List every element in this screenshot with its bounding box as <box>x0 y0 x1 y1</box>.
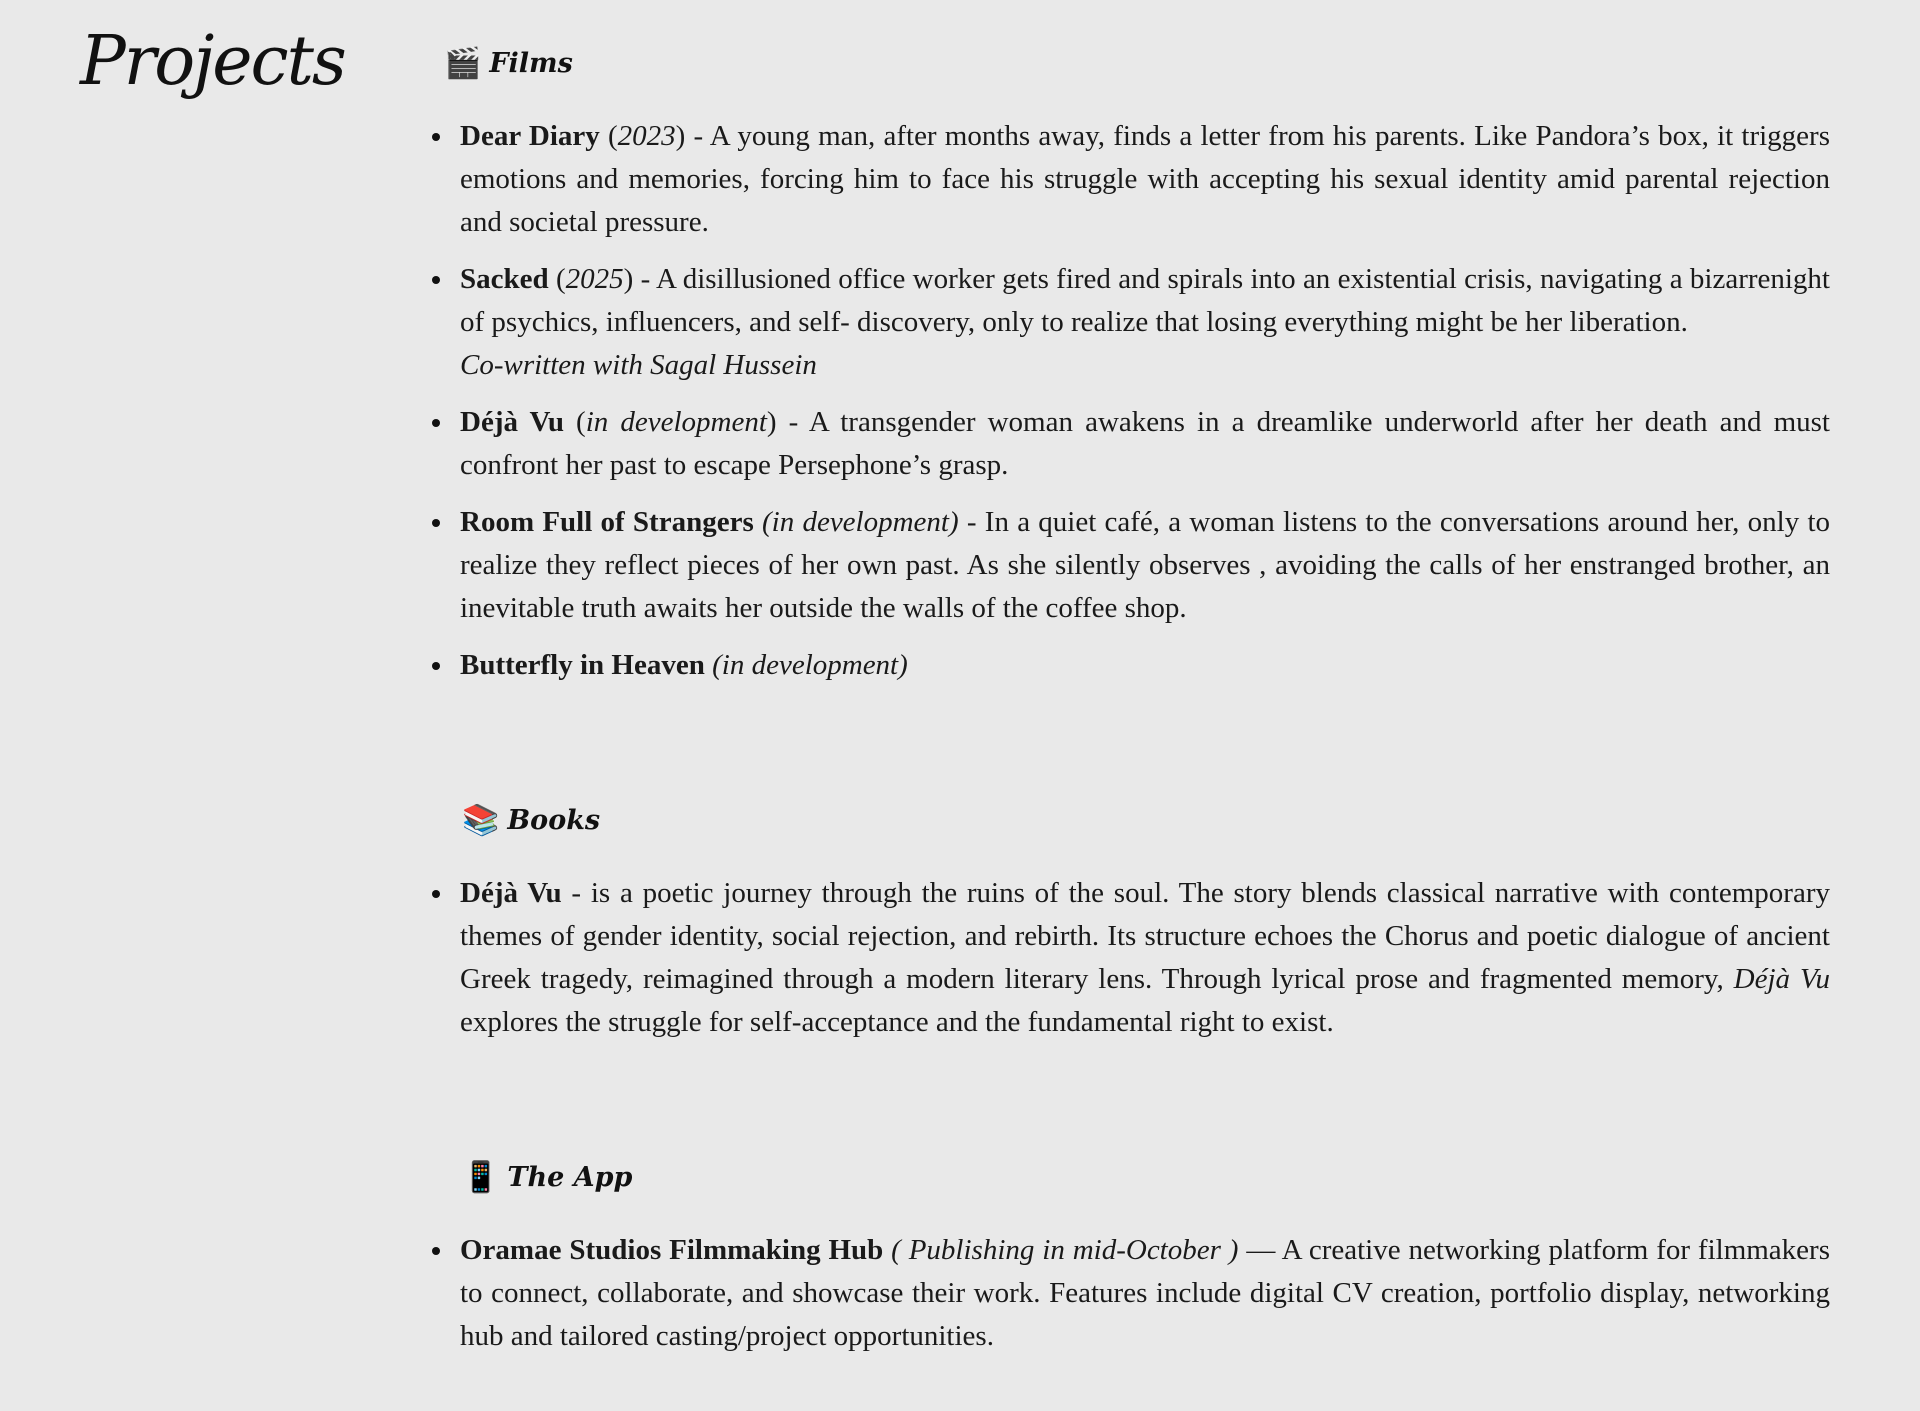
books-heading <box>462 803 600 838</box>
list-item <box>430 501 1830 630</box>
film-title: Room Full of Strangers <box>460 506 754 538</box>
app-heading <box>462 1160 632 1195</box>
clapperboard-icon: 🎬 <box>444 46 482 81</box>
list-item: Dear Diary (2023) - A young man, after months away, finds a letter from his parents. Like Pandora’s box, it triggers emotions and memories, forcing him to face his struggle with accepting his sexual identity amid parental rejection and societal pressure. <box>430 115 1830 244</box>
film-year: 2023 <box>617 120 676 152</box>
books-icon: 📚 <box>462 803 500 838</box>
film-title: Butterfly in Heaven <box>460 649 705 681</box>
film-credit-note: Co-written with Sagal Hussein <box>460 349 817 381</box>
list-item <box>430 872 1830 1044</box>
list-item: Déjà Vu (in development) - A transgender woman awakens in a dreamlike underworld after her death and must confront her past to escape Persephone’s grasp. <box>430 401 1830 487</box>
book-description-end: explores the struggle for self-acceptance and the fundamental right to exist. <box>460 1006 1334 1038</box>
film-description: - A disillusioned office worker gets fired and spirals into an existential crisis, navigating a bizarrenight of psychics, influencers, and self- discovery, only to realize that losing everything might be her liberation. <box>460 263 1830 338</box>
films-heading <box>444 46 573 81</box>
film-status: in development <box>585 406 767 438</box>
list-item: Sacked (2025) - A disillusioned office worker gets fired and spirals into an existential crisis, navigating a bizarrenight of psychics, influencers, and self- discovery, only to realize that losing everything might be her liberation. Co-written with Sagal Hussein <box>430 258 1830 387</box>
page-title: Projects <box>80 22 345 101</box>
list-item <box>430 644 1830 687</box>
films-list <box>430 115 1830 701</box>
list-item <box>430 1229 1830 1358</box>
film-title: Déjà Vu <box>460 406 564 438</box>
mobile-phone-icon: 📱 <box>462 1160 500 1195</box>
film-title: Dear Diary <box>460 120 600 152</box>
app-heading-label: The App <box>507 1162 633 1193</box>
film-status: (in development) <box>704 649 908 681</box>
app-description: — A creative networking platform for filmmakers to connect, collaborate, and showcase their work. Features include digital CV creation, portfolio display, networking hub and tailored casting/project opportunities. <box>460 1234 1830 1352</box>
film-year: 2025 <box>565 263 624 295</box>
books-list <box>430 872 1830 1058</box>
films-heading-label: Films <box>489 48 573 79</box>
book-title: Déjà Vu <box>460 877 562 909</box>
film-description: - A transgender woman awakens in a dreamlike underworld after her death and must confront her past to escape Persephone’s grasp. <box>460 406 1830 481</box>
books-heading-label: Books <box>507 805 601 836</box>
book-inline-title: Déjà Vu <box>1733 963 1831 995</box>
book-description: - is a poetic journey through the ruins of the soul. The story blends classical narrative with contemporary themes of gender identity, social rejection, and rebirth. Its structure echoes the Chorus and poetic dialogue of ancient Greek tragedy, reimagined through a modern literary lens. Through lyrical prose and fragmented memory, <box>460 877 1830 995</box>
app-list <box>430 1229 1830 1372</box>
film-title: Sacked <box>460 263 549 295</box>
film-status: (in development) <box>753 506 959 538</box>
app-title: Oramae Studios Filmmaking Hub <box>460 1234 884 1266</box>
film-description: - A young man, after months away, finds a letter from his parents. Like Pandora’s box, it triggers emotions and memories, forcing him to face his struggle with accepting his sexual identity amid parental rejection and societal pressure. <box>460 120 1830 238</box>
film-description: - In a quiet café, a woman listens to the conversations around her, only to realize they reflect pieces of her own past. As she silently observes , avoiding the calls of her enstranged brother, an inevitable truth awaits her outside the walls of the coffee shop. <box>460 506 1830 624</box>
app-status: ( Publishing in mid-October ) <box>883 1234 1239 1266</box>
